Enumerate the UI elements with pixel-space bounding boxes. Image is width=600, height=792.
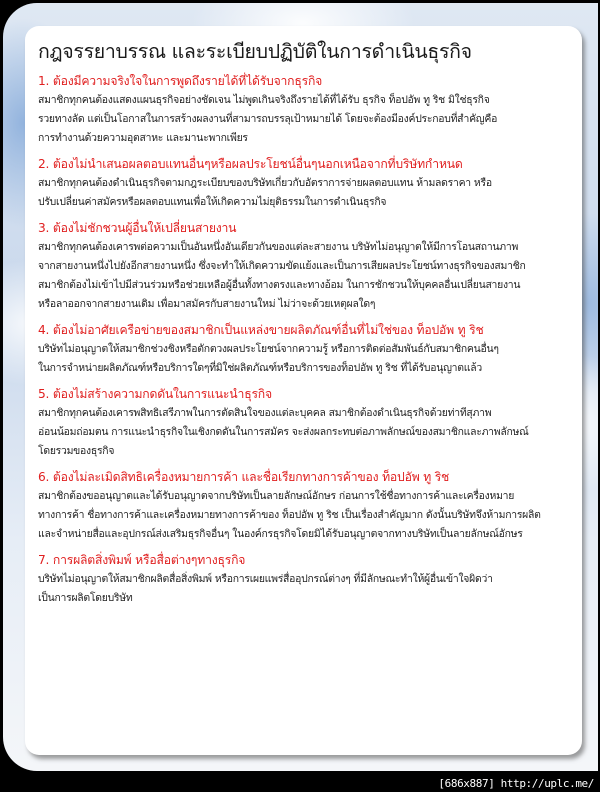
rule-heading: 3. ต้องไม่ชักชวนผู้อื่นให้เปลี่ยนสายงาน [38,221,237,235]
rule-heading: 1. ต้องมีความจริงใจในการพูดถึงรายได้ที่ได้รับจากธุรกิจ [38,74,323,88]
rule-body [38,570,568,608]
sky-frame [3,3,598,771]
page-title: กฎจรรยาบรรณ และระเบียบปฏิบัติในการดำเนินธุรกิจ [38,40,472,63]
rule-line: รวยทางลัด แต่เป็นโอกาสในการสร้างผลงานที่สามารถบรรลุเป้าหมายได้ โดยจะต้องมีองค์ประกอบที่สำคัญคือ [38,113,498,125]
rule-body [38,404,568,461]
rule-line: สมาชิกทุกคนต้องเคารพสิทธิเสรีภาพในการตัดสินใจของแต่ละบุคคล สมาชิกต้องดำเนินธุรกิจด้วยท่าทีสุภาพ [38,407,492,419]
document-card [25,26,582,755]
rule-line: อ่อนน้อมถ่อมตน การแนะนำธุรกิจในเชิงกดดันในการสมัคร จะส่งผลกระทบต่อภาพลักษณ์ของสมาชิกและภาพลักษณ์ [38,426,529,438]
rule-line: ในการจำหน่ายผลิตภัณฑ์หรือบริการใดๆที่มิใช่ผลิตภัณฑ์หรือบริการของท็อปอัพ ทู ริช ที่ได้รับอนุญาตแล้ว [38,362,482,374]
rule-line: หรือลาออกจากสายงานเดิม เพื่อมาสมัครกับสายงานใหม่ ไม่ว่าจะด้วยเหตุผลใดๆ [38,298,376,310]
rule-line: จากสายงานหนึ่งไปยังอีกสายงานหนึ่ง ซึ่งจะทำให้เกิดความขัดแย้งและเป็นการเสียผลประโยชน์ทางธุรกิจของสมาชิก [38,260,526,272]
rule-body [38,340,568,378]
rule-4 [38,321,568,378]
rule-line: ปรับเปลี่ยนค่าสมัครหรือผลตอบแทนเพื่อให้เกิดความไม่ยุติธรรมในการดำเนินธุรกิจ [38,196,387,208]
rule-heading: 7. การผลิตสิ่งพิมพ์ หรือสื่อต่างๆทางธุรกิจ [38,553,246,567]
rule-line: สมาชิกต้องไม่เข้าไปมีส่วนร่วมหรือช่วยเหลือผู้อื่นทั้งทางตรงและทางอ้อม ในการชักชวนให้บุคคลอื่นเปลี่ยนสายงาน [38,279,521,291]
rule-body [38,487,568,544]
rule-line: บริษัทไม่อนุญาตให้สมาชิกผลิตสื่อสิ่งพิมพ์ หรือการเผยแพร่สื่ออุปกรณ์ต่างๆ ที่มีลักษณะทำให้ผู้อื่นเข้าใจผิดว่า [38,573,493,585]
rule-line: บริษัทไม่อนุญาตให้สมาชิกช่วงชิงหรือตักตวงผลประโยชน์จากความรู้ หรือการติดต่อสัมพันธ์กับสมาชิกคนอื่นๆ [38,343,499,355]
rule-line: โดยรวมของธุรกิจ [38,445,115,457]
rule-line: และจำหน่ายสื่อและอุปกรณ์ส่งเสริมธุรกิจอื่นๆ ในองค์กรธุรกิจโดยมิได้รับอนุญาตจากทางบริษัทเป็นลายลักษณ์อักษร [38,528,523,540]
rule-body [38,174,568,212]
rule-line: ทางการค้า ชื่อทางการค้าและเครื่องหมายทางการค้าของ ท็อปอัพ ทู ริช เป็นเรื่องสำคัญมาก ดังนั้นบริษัทจึงห้ามการผลิต [38,509,541,521]
rule-line: สมาชิกทุกคนต้องแสดงแผนธุรกิจอย่างชัดเจน ไม่พูดเกินจริงถึงรายได้ที่ได้รับ ธุรกิจ ท็อปอัพ ทู ริช มิใช่ธุรกิจ [38,94,490,106]
rule-3 [38,219,568,314]
rule-line: เป็นการผลิตโดยบริษัท [38,592,133,604]
rule-heading: 2. ต้องไม่นำเสนอผลตอบแทนอื่นๆหรือผลประโยชน์อื่นๆนอกเหนือจากที่บริษัทกำหนด [38,157,463,171]
rule-line: สมาชิกต้องขออนุญาตและได้รับอนุญาตจากบริษัทเป็นลายลักษณ์อักษร ก่อนการใช้ชื่อทางการค้าและเครื่องหมาย [38,490,515,502]
rule-7 [38,551,568,608]
rule-line: สมาชิกทุกคนต้องดำเนินธุรกิจตามกฎระเบียบของบริษัทเกี่ยวกับอัตราการจ่ายผลตอบแทน ห้ามลดราคา หรือ [38,177,492,189]
rule-heading: 4. ต้องไม่อาศัยเครือข่ายของสมาชิกเป็นแหล่งขายผลิตภัณฑ์อื่นที่ไม่ใช่ของ ท็อปอัพ ทู ริช [38,323,484,337]
rule-2 [38,155,568,212]
image-host-watermark: [686x887] http://uplc.me/ [438,777,594,790]
rule-1 [38,72,568,148]
rule-heading: 5. ต้องไม่สร้างความกดดันในการแนะนำธุรกิจ [38,387,272,401]
rule-line: สมาชิกทุกคนต้องเคารพต่อความเป็นอันหนึ่งอันเดียวกันของแต่ละสายงาน บริษัทไม่อนุญาตให้มีการโอนสถานภาพ [38,241,519,253]
rule-body [38,91,568,148]
rule-6 [38,468,568,544]
rule-heading: 6. ต้องไม่ละเมิดสิทธิเครื่องหมายการค้า และชื่อเรียกทางการค้าของ ท็อปอัพ ทู ริช [38,470,450,484]
rule-line: การทำงานด้วยความอุตสาหะ และมานะพากเพียร [38,132,248,144]
rule-5 [38,385,568,461]
rule-body [38,238,568,314]
